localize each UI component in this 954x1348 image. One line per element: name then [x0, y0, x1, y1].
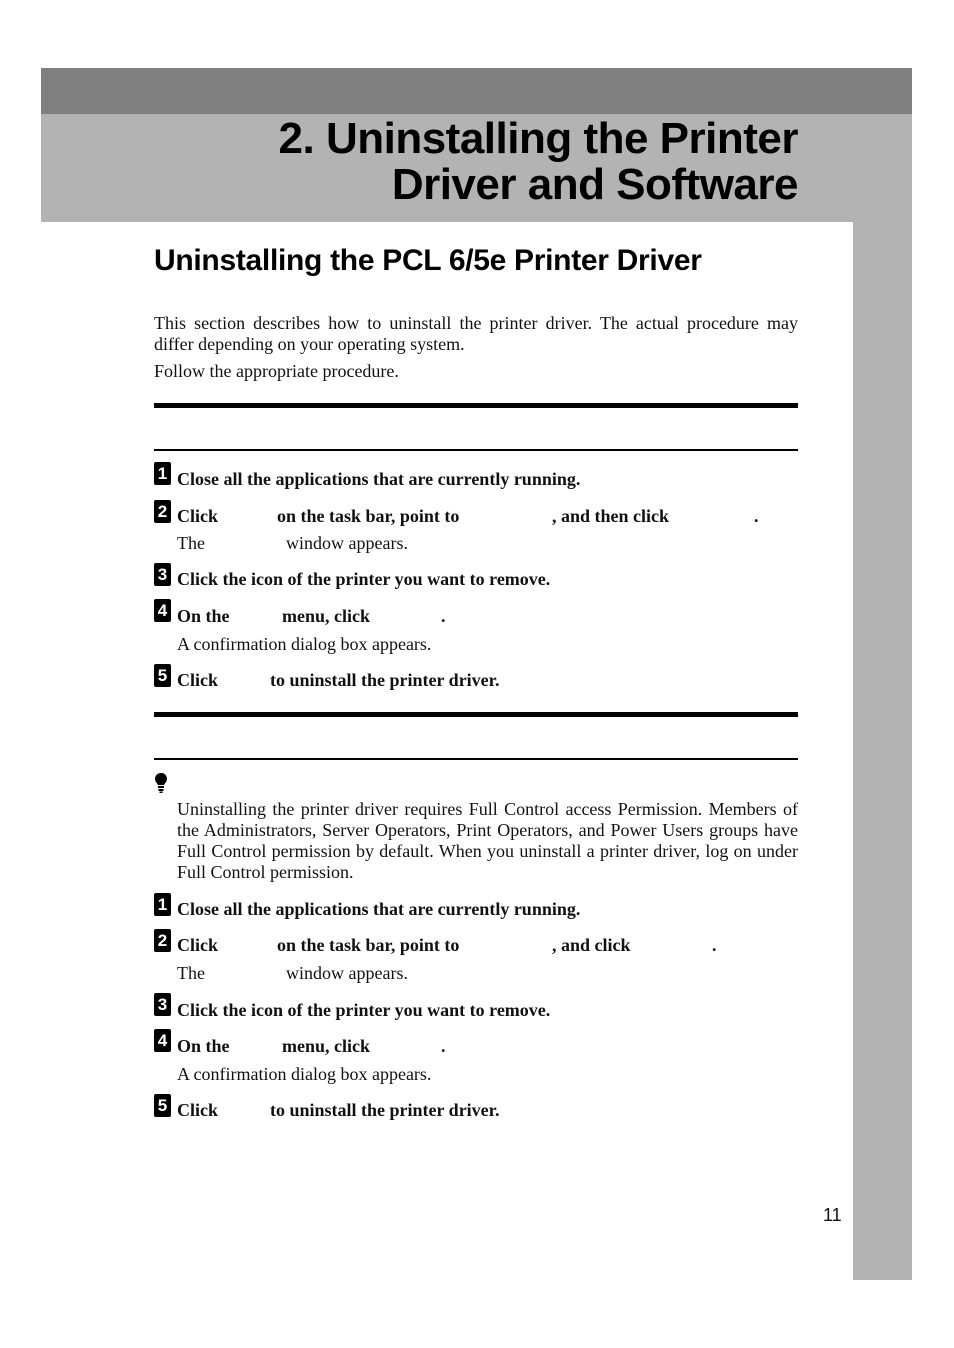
step-number-2: 2: [154, 929, 171, 952]
step-2-result: The window appears.: [177, 533, 408, 553]
chapter-title-line1: 2. Uninstalling the Printer: [278, 114, 798, 163]
chapter-side-tab: [853, 222, 912, 1280]
lightbulb-icon: [154, 772, 168, 794]
step-number-2: 2: [154, 500, 171, 523]
step-2-text: Click on the task bar, point to , and then click .: [177, 506, 759, 526]
procedure1-top-rule: [154, 403, 798, 408]
step-5-text: Click to uninstall the printer driver.: [177, 670, 500, 690]
step-number-4: 4: [154, 599, 171, 622]
step-number-3: 3: [154, 563, 171, 586]
step-1-text: Close all the applications that are currently running.: [177, 899, 581, 919]
step-number-4: 4: [154, 1029, 171, 1052]
step-3-text: Click the icon of the printer you want to remove.: [177, 569, 551, 589]
step-number-5: 5: [154, 664, 171, 687]
section-intro: This section describes how to uninstall the printer driver. The actual procedure may differ depending on your operating system.: [154, 313, 798, 354]
step-number-5: 5: [154, 1094, 171, 1117]
step-4-text: On the menu, click .: [177, 1036, 446, 1056]
step-1-text: Close all the applications that are currently running.: [177, 469, 581, 489]
chapter-title: [200, 116, 798, 208]
page-number: 11: [823, 1205, 842, 1225]
step-number-1: 1: [154, 893, 171, 916]
procedure1-heading-rule: [154, 449, 798, 451]
chapter-header-band-dark: [41, 68, 912, 114]
step-4-result: A confirmation dialog box appears.: [177, 634, 432, 654]
chapter-title-line2: Driver and Software: [391, 160, 798, 209]
step-3-text: Click the icon of the printer you want to remove.: [177, 1000, 551, 1020]
procedure2-top-rule: [154, 712, 798, 717]
step-2-text: Click on the task bar, point to , and click .: [177, 935, 717, 955]
step-number-1: 1: [154, 462, 171, 485]
step-2-result: The window appears.: [177, 963, 408, 983]
section-follow: Follow the appropriate procedure.: [154, 361, 399, 381]
step-5-text: Click to uninstall the printer driver.: [177, 1100, 500, 1120]
step-4-result: A confirmation dialog box appears.: [177, 1064, 432, 1084]
procedure2-heading-rule: [154, 758, 798, 760]
section-title: Uninstalling the PCL 6/5e Printer Driver: [154, 244, 702, 277]
step-number-3: 3: [154, 993, 171, 1016]
permission-note: Uninstalling the printer driver requires Full Control access Permission. Members of the Administrators, Server Operators, Print Operators, and Power Users groups have Full Control permission by default. When you uninstall a printer driver, log on under Full Control permission.: [177, 799, 798, 882]
step-4-text: On the menu, click .: [177, 606, 446, 626]
